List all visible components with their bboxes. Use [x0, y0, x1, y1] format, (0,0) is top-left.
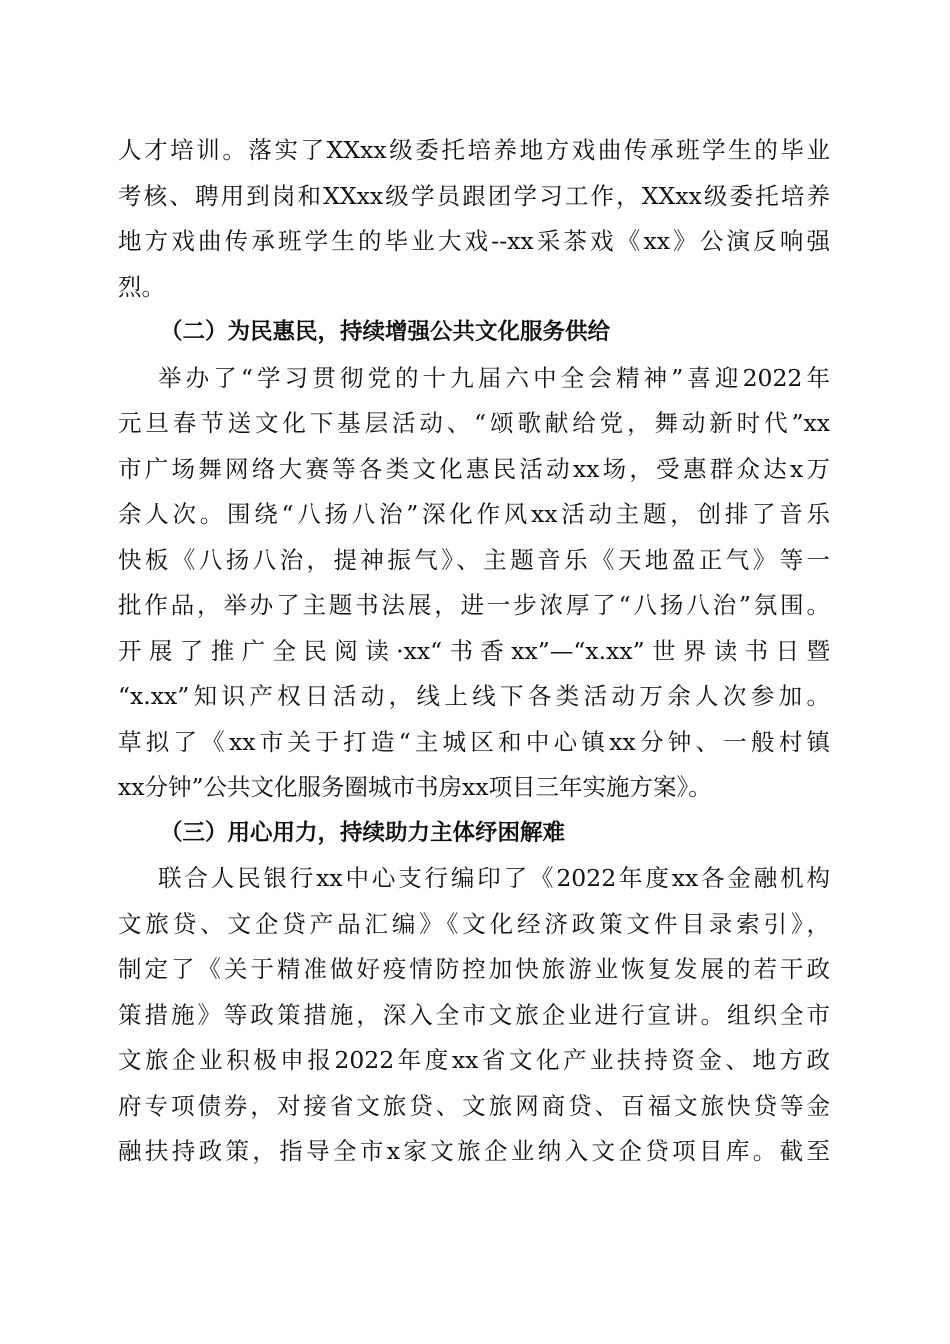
- section-heading-three: （三）用心用力，持续助力主体纾困解难: [160, 819, 566, 846]
- paragraph-section-two: [118, 356, 830, 811]
- section-heading-two: （二）为民惠民，持续增强公共文化服务供给: [160, 319, 611, 345]
- text-line: 元旦春节送文化下基层活动、“颂歌献给党，舞动新时代”xx: [118, 409, 830, 437]
- text-line: 联合人民银行xx中心支行编印了《2022年度xx各金融机构: [158, 864, 830, 892]
- document-page: [118, 128, 830, 1175]
- text-line: 草拟了《xx市关于打造“主城区和中心镇xx分钟、一般村镇: [118, 727, 830, 756]
- text-line: 烈。: [118, 272, 165, 301]
- text-line: 府专项债券，对接省文旅贷、文旅网商贷、百福文旅快贷等金: [118, 1091, 830, 1120]
- text-line: 文旅贷、文企贷产品汇编》《文化经济政策文件目录索引》，: [118, 909, 830, 938]
- text-line: 开展了推广全民阅读·xx“书香xx”—“x.xx”世界读书日暨: [118, 636, 830, 665]
- text-line: 地方戏曲传承班学生的毕业大戏--xx采茶戏《xx》公演反响强: [118, 227, 830, 255]
- text-line: xx分钟”公共文化服务圈城市书房xx项目三年实施方案》。: [118, 773, 712, 801]
- text-line: 举办了“学习贯彻党的十九届六中全会精神”喜迎2022年: [158, 363, 830, 392]
- paragraph-section-three: [118, 856, 830, 1175]
- paragraph-section-one-tail: [118, 128, 830, 310]
- text-line: 快板《八扬八治，提神振气》、主题音乐《天地盈正气》等一: [118, 545, 830, 574]
- text-line: 市广场舞网络大赛等各类文化惠民活动xx场，受惠群众达x万: [118, 454, 830, 483]
- text-line: 融扶持政策，指导全市x家文旅企业纳入文企贷项目库。截至: [118, 1137, 830, 1165]
- text-line: 制定了《关于精准做好疫情防控加快旅游业恢复发展的若干政: [118, 955, 830, 983]
- text-line: 余人次。围绕“八扬八治”深化作风xx活动主题，创排了音乐: [118, 500, 830, 528]
- text-line: “x.xx”知识产权日活动，线上线下各类活动万余人次参加。: [118, 682, 830, 710]
- text-line: 人才培训。落实了XXxx级委托培养地方戏曲传承班学生的毕业: [118, 136, 830, 164]
- text-line: 文旅企业积极申报2022年度xx省文化产业扶持资金、地方政: [118, 1046, 830, 1074]
- text-line: 考核、聘用到岗和XXxx级学员跟团学习工作，XXxx级委托培养: [118, 181, 830, 210]
- text-line: 批作品，举办了主题书法展，进一步浓厚了“八扬八治”氛围。: [118, 591, 830, 619]
- text-line: 策措施》等政策措施，深入全市文旅企业进行宣讲。组织全市: [118, 1000, 830, 1029]
